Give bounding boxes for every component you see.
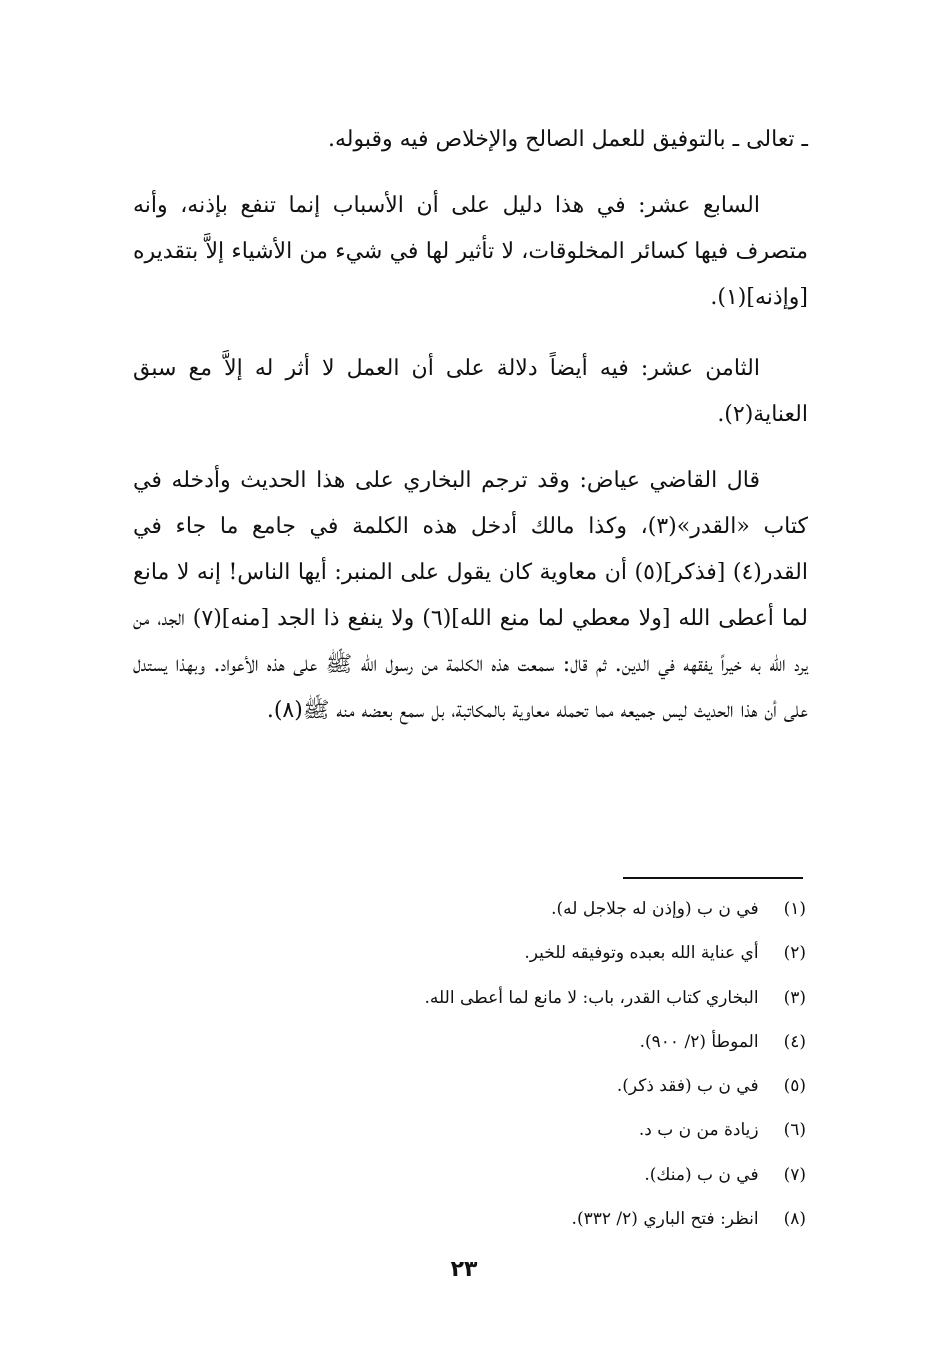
footnote-text: في ن ب (فقد ذكر). bbox=[616, 1076, 759, 1097]
paragraph-text: السابع عشر: في هذا دليل على أن الأسباب إنما تنفع بإذنه، وأنه متصرف فيها كسائر المخلوقات، لا تأثير لها في شيء من الأشياء إلاَّ بتقديره [وإذنه](١). bbox=[133, 193, 808, 310]
footnote-item bbox=[200, 1203, 806, 1247]
footnote-number: (٨) bbox=[783, 1209, 806, 1230]
footnote-text: زيادة من ن ب د. bbox=[638, 1120, 759, 1141]
paragraph-text: ـ تعالى ـ بالتوفيق للعمل الصالح والإخلاص فيه وقبوله. bbox=[327, 127, 808, 152]
paragraph-continuation bbox=[133, 117, 808, 163]
footnote-item bbox=[200, 1159, 806, 1203]
footnote-text: الموطأ (٢/ ٩٠٠). bbox=[639, 1031, 759, 1052]
paragraph-seventeenth bbox=[133, 183, 808, 321]
footnotes bbox=[200, 893, 806, 1247]
page-number: ٢٣ bbox=[450, 1257, 478, 1282]
footnote-item bbox=[200, 1114, 806, 1158]
footnote-number: (٥) bbox=[783, 1076, 806, 1097]
paragraph-eighteenth bbox=[133, 346, 808, 438]
footnote-item bbox=[200, 1070, 806, 1114]
footnote-item bbox=[200, 1026, 806, 1070]
footnote-item bbox=[200, 937, 806, 981]
footnote-number: (٣) bbox=[783, 987, 806, 1008]
paragraph-qadi-iyad bbox=[133, 458, 808, 734]
footnote-text: انظر: فتح الباري (٢/ ٣٣٢). bbox=[571, 1209, 759, 1230]
footnote-number: (١) bbox=[783, 899, 806, 919]
footnote-separator bbox=[623, 877, 803, 879]
footnote-item bbox=[200, 893, 806, 937]
footnote-text: البخاري كتاب القدر، باب: لا مانع لما أعطى الله. bbox=[424, 987, 759, 1008]
paragraph-text: قال القاضي عياض: وقد ترجم البخاري على هذا الحديث وأدخله في كتاب «القدر»(٣)، وكذا مالك أدخل هذه الكلمة في جامع ما جاء في القدر(٤) [فذكر](٥) أن معاوية كان يقول على المنبر: أيها الناس! إنه لا مانع لما أعطى الله [ولا معطي لما منع الله](٦) ولا ينفع ذا الجد [منه](٧) الجد، من يرد الله به خيراً يفقهه في الدين. ثم قال: سمعت هذه الكلمة من رسول الله ﷺ على هذه الأعواد. وبهذا يستدل على أن هذا الحديث ليس جميعه مما تحمله معاوية بالمكاتبة، بل سمع بعضه منه ﷺ(٨). bbox=[133, 468, 808, 723]
footnote-number: (٦) bbox=[783, 1120, 806, 1141]
paragraph-text: الثامن عشر: فيه أيضاً دلالة على أن العمل لا أثر له إلاَّ مع سبق العناية(٢). bbox=[133, 356, 808, 427]
footnote-number: (٢) bbox=[783, 943, 806, 964]
footnote-item bbox=[200, 982, 806, 1026]
footnote-number: (٧) bbox=[783, 1164, 806, 1185]
footnote-text: أي عناية الله بعبده وتوفيقه للخير. bbox=[524, 943, 759, 964]
footnote-text: في ن ب (وإذن له جلاجل له). bbox=[551, 899, 759, 919]
footnote-text: في ن ب (منك). bbox=[644, 1164, 759, 1185]
footnote-number: (٤) bbox=[783, 1031, 806, 1052]
